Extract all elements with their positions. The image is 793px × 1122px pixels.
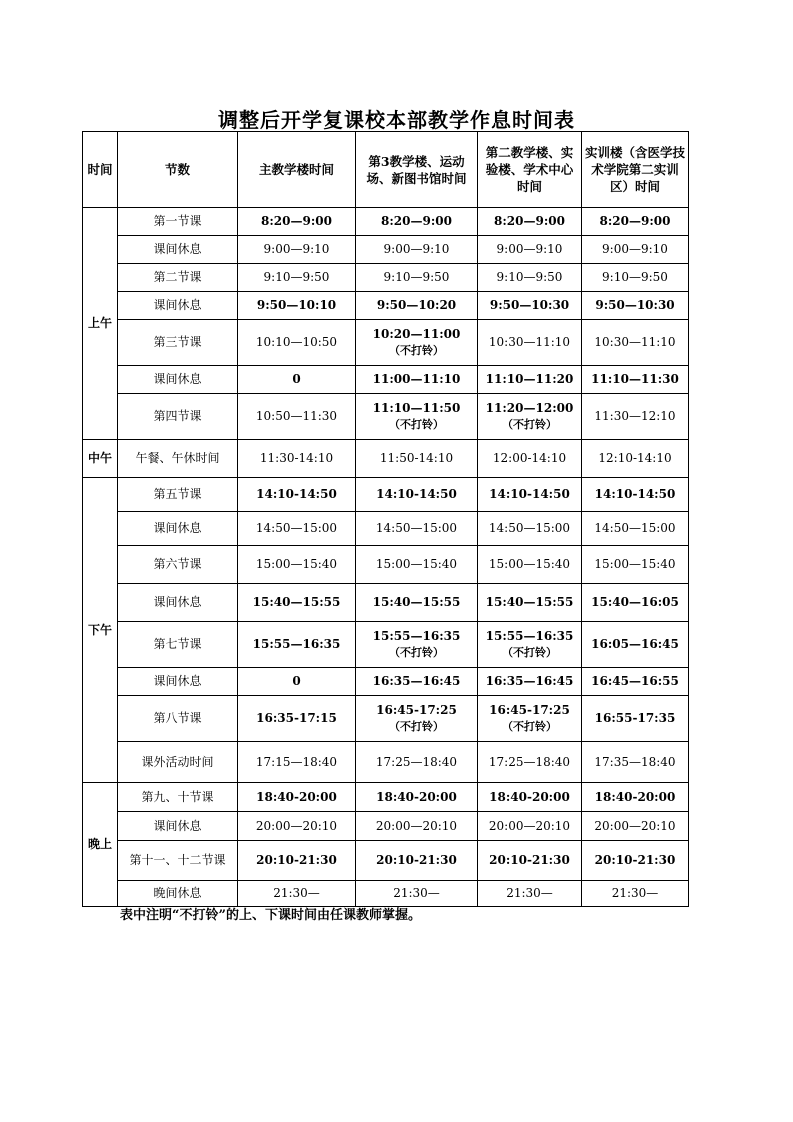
table-row [83,742,689,783]
no-bell-note: （不打铃） [502,418,557,431]
table-row [83,440,689,478]
time-cell [356,696,478,742]
time-cell: 18:40-20:00 [238,783,356,812]
header-main-building: 主教学楼时间 [238,132,356,208]
time-cell: 14:10-14:50 [356,478,478,512]
time-cell: 17:15—18:40 [238,742,356,783]
time-cell: 9:00—9:10 [238,236,356,264]
time-cell: 16:35—16:45 [478,668,582,696]
period-cell: 课间休息 [118,366,238,394]
time-cell: 9:10—9:50 [238,264,356,292]
time-cell: 14:50—15:00 [478,512,582,546]
period-cell: 第四节课 [118,394,238,440]
header-row [83,132,689,208]
time-cell: 10:50—11:30 [238,394,356,440]
time-cell: 12:00-14:10 [478,440,582,478]
header-training-building: 实训楼（含医学技术学院第二实训区）时间 [582,132,689,208]
period-cell: 第三节课 [118,320,238,366]
time-cell: 20:00—20:10 [356,812,478,841]
time-cell: 16:45—16:55 [582,668,689,696]
schedule-table [82,131,689,907]
time-cell: 8:20—9:00 [582,208,689,236]
table-row [83,668,689,696]
time-cell: 11:00—11:10 [356,366,478,394]
footnote: 表中注明“不打铃”的上、下课时间由任课教师掌握。 [120,908,421,923]
time-value: 15:55—16:35 [372,629,461,643]
segment-afternoon: 下午 [83,478,118,783]
time-cell [356,622,478,668]
period-cell: 第六节课 [118,546,238,584]
period-cell: 第七节课 [118,622,238,668]
time-cell: 15:00—15:40 [478,546,582,584]
period-cell: 午餐、午休时间 [118,440,238,478]
period-cell: 第一节课 [118,208,238,236]
page-title: 调整后开学复课校本部教学作息时间表 [218,108,575,132]
table-row [83,783,689,812]
time-cell: 14:10-14:50 [582,478,689,512]
time-cell: 10:30—11:10 [478,320,582,366]
time-cell: 20:00—20:10 [238,812,356,841]
time-cell: 9:50—10:30 [582,292,689,320]
period-cell: 第八节课 [118,696,238,742]
time-value: 15:55—16:35 [485,629,574,643]
time-cell: 14:10-14:50 [238,478,356,512]
table-row [83,812,689,841]
time-cell: 10:10—10:50 [238,320,356,366]
header-building-3: 第3教学楼、运动场、新图书馆时间 [356,132,478,208]
time-value: 11:10—11:50 [372,401,461,415]
time-cell: 0 [238,668,356,696]
segment-evening: 晚上 [83,783,118,907]
time-cell: 11:50-14:10 [356,440,478,478]
time-cell: 14:50—15:00 [356,512,478,546]
time-cell: 21:30— [582,881,689,907]
time-cell: 11:30-14:10 [238,440,356,478]
time-cell: 16:35—16:45 [356,668,478,696]
no-bell-note: （不打铃） [502,720,557,733]
time-value: 10:20—11:00 [372,327,461,341]
header-segment: 时间 [83,132,118,208]
time-cell: 8:20—9:00 [356,208,478,236]
no-bell-note: （不打铃） [389,418,444,431]
time-cell: 20:10-21:30 [478,841,582,881]
time-cell: 15:40—15:55 [356,584,478,622]
time-cell: 15:40—16:05 [582,584,689,622]
period-cell: 课间休息 [118,512,238,546]
no-bell-note: （不打铃） [389,344,444,357]
table-row [83,841,689,881]
time-cell: 14:10-14:50 [478,478,582,512]
period-cell: 第九、十节课 [118,783,238,812]
time-cell: 9:00—9:10 [478,236,582,264]
period-cell: 第二节课 [118,264,238,292]
time-cell: 17:35—18:40 [582,742,689,783]
time-cell: 20:00—20:10 [478,812,582,841]
time-cell [356,394,478,440]
time-cell [478,622,582,668]
time-cell: 17:25—18:40 [478,742,582,783]
time-cell: 12:10-14:10 [582,440,689,478]
time-cell: 16:05—16:45 [582,622,689,668]
segment-noon: 中午 [83,440,118,478]
time-cell: 18:40-20:00 [478,783,582,812]
no-bell-note: （不打铃） [389,720,444,733]
time-cell: 21:30— [356,881,478,907]
time-cell: 0 [238,366,356,394]
time-cell: 15:40—15:55 [478,584,582,622]
table-row [83,546,689,584]
time-cell: 20:10-21:30 [356,841,478,881]
period-cell: 课间休息 [118,584,238,622]
time-cell: 18:40-20:00 [356,783,478,812]
time-cell: 9:00—9:10 [582,236,689,264]
table-row [83,394,689,440]
time-cell: 9:50—10:10 [238,292,356,320]
time-cell: 11:10—11:30 [582,366,689,394]
table-row [83,881,689,907]
header-building-2: 第二教学楼、实验楼、学术中心时间 [478,132,582,208]
time-cell: 15:40—15:55 [238,584,356,622]
time-cell: 21:30— [478,881,582,907]
time-cell: 20:10-21:30 [238,841,356,881]
time-cell: 16:55-17:35 [582,696,689,742]
header-period: 节数 [118,132,238,208]
time-value: 16:45-17:25 [489,703,570,717]
no-bell-note: （不打铃） [389,646,444,659]
table-row [83,208,689,236]
time-cell: 15:00—15:40 [238,546,356,584]
time-cell: 15:55—16:35 [238,622,356,668]
table-row [83,292,689,320]
period-cell: 课间休息 [118,236,238,264]
table-row [83,512,689,546]
table-row [83,622,689,668]
time-cell: 15:00—15:40 [582,546,689,584]
time-cell [356,320,478,366]
time-cell: 9:50—10:20 [356,292,478,320]
time-cell [478,696,582,742]
time-cell: 9:10—9:50 [478,264,582,292]
period-cell: 课间休息 [118,812,238,841]
time-cell: 11:30—12:10 [582,394,689,440]
period-cell: 课间休息 [118,292,238,320]
time-cell: 14:50—15:00 [582,512,689,546]
time-cell: 18:40-20:00 [582,783,689,812]
table-row [83,366,689,394]
time-cell: 8:20—9:00 [238,208,356,236]
time-cell: 16:35-17:15 [238,696,356,742]
segment-morning: 上午 [83,208,118,440]
table-row [83,320,689,366]
time-cell: 17:25—18:40 [356,742,478,783]
period-cell: 晚间休息 [118,881,238,907]
table-row [83,584,689,622]
table-row [83,696,689,742]
table-row [83,236,689,264]
time-cell: 14:50—15:00 [238,512,356,546]
table-row [83,478,689,512]
time-value: 11:20—12:00 [485,401,574,415]
period-cell: 课外活动时间 [118,742,238,783]
time-cell: 21:30— [238,881,356,907]
time-cell: 10:30—11:10 [582,320,689,366]
table-row [83,264,689,292]
time-cell: 20:10-21:30 [582,841,689,881]
time-cell: 9:10—9:50 [356,264,478,292]
time-cell: 9:00—9:10 [356,236,478,264]
time-cell: 20:00—20:10 [582,812,689,841]
time-cell [478,394,582,440]
time-cell: 15:00—15:40 [356,546,478,584]
period-cell: 第十一、十二节课 [118,841,238,881]
no-bell-note: （不打铃） [502,646,557,659]
period-cell: 第五节课 [118,478,238,512]
time-cell: 9:10—9:50 [582,264,689,292]
time-cell: 9:50—10:30 [478,292,582,320]
time-cell: 11:10—11:20 [478,366,582,394]
period-cell: 课间休息 [118,668,238,696]
time-value: 16:45-17:25 [376,703,457,717]
time-cell: 8:20—9:00 [478,208,582,236]
